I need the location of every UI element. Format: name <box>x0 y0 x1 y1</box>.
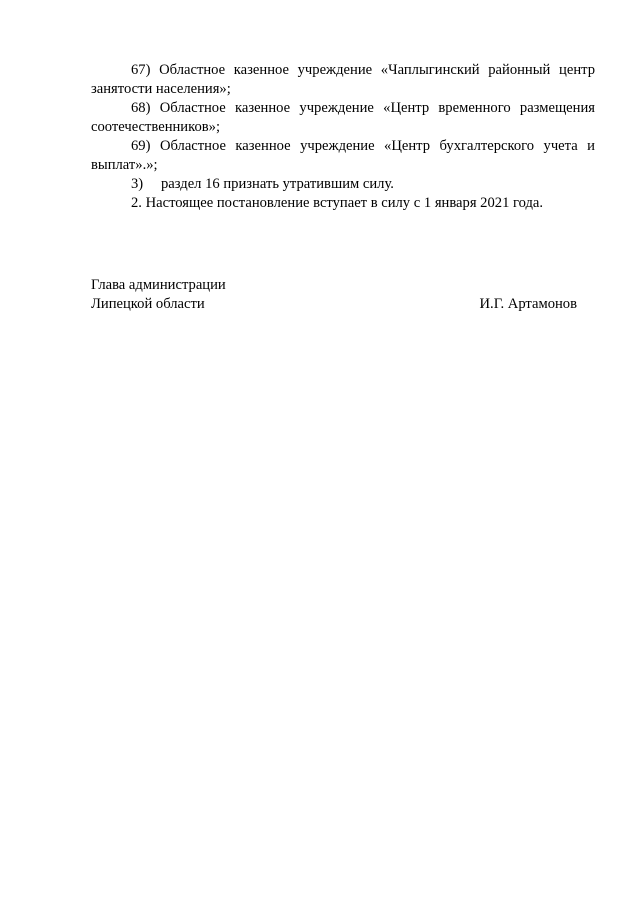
list-item-3 <box>91 175 595 194</box>
list-item-3-text: раздел 16 признать утратившим силу. <box>161 176 394 192</box>
paragraph-67: 67) Областное казенное учреждение «Чаплыгинский районный центр занятости населения»; <box>91 62 595 97</box>
signature-line <box>91 295 577 314</box>
paragraph-68: 68) Областное казенное учреждение «Центр временного размещения соотечественников»; <box>91 100 595 135</box>
signature-block <box>91 276 577 314</box>
list-item-3-number: 3) <box>131 176 144 192</box>
paragraph-69: 69) Областное казенное учреждение «Центр бухгалтерского учета и выплат».»; <box>91 138 595 173</box>
paragraph-2: 2. Настоящее постановление вступает в силу с 1 января 2021 года. <box>131 195 544 211</box>
signature-position-line2: Липецкой области <box>91 296 205 312</box>
document-body <box>91 61 595 213</box>
signature-position-line1: Глава администрации <box>91 277 226 293</box>
signatory-name: И.Г. Артамонов <box>479 296 577 312</box>
